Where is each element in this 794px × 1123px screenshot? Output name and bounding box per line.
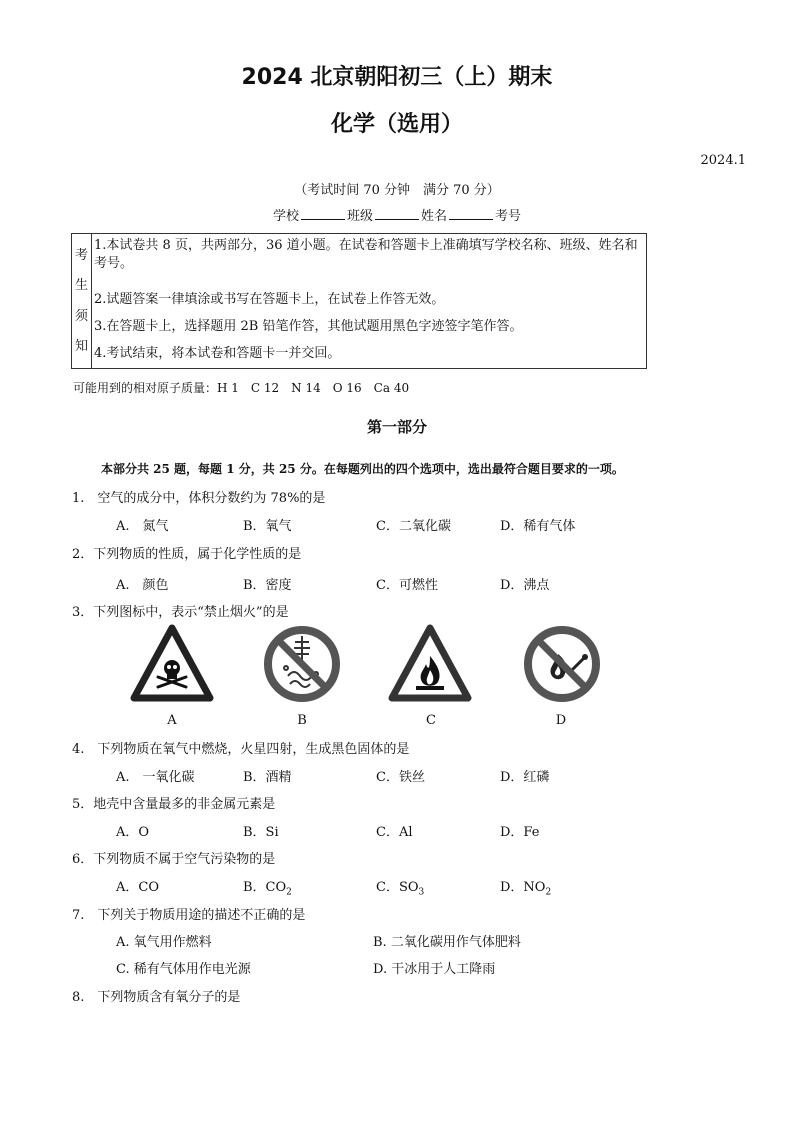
option-text: B．CO: [243, 880, 287, 895]
notice-item: 3.在答题卡上，选择题用 2B 铅笔作答，其他试题用黑色字迹签字笔作答。: [94, 319, 523, 334]
exam-subject: 化学（选用）: [330, 112, 463, 137]
option-c: C．可燃性: [376, 578, 438, 593]
icon-label-d: D: [555, 713, 567, 728]
field-id: 考号: [495, 209, 522, 224]
notice-label-char: 须: [74, 308, 88, 324]
no-fireworks-icon: [262, 624, 342, 704]
option-text: A．CO: [116, 880, 159, 895]
option-d: D. 干冰用于人工降雨: [373, 962, 496, 977]
notice-item: 2.试题答案一律填涂或书写在答题卡上，在试卷上作答无效。: [94, 292, 445, 307]
question-stem: 8. 下列物质含有氧分子的是: [72, 990, 241, 1005]
notice-label-char: 考: [74, 247, 88, 263]
question-stem: 3．下列图标中，表示“禁止烟火”的是: [72, 605, 289, 620]
flammable-warning-icon: [388, 624, 472, 704]
option-d: D．Fe: [500, 825, 540, 840]
option-c: C．铁丝: [376, 770, 425, 785]
icon-label-a: A: [167, 713, 177, 728]
option-c: [376, 876, 424, 898]
option-d: D．稀有气体: [500, 519, 576, 534]
notice-side-label: [72, 234, 92, 368]
option-a: A. 氮气: [116, 519, 169, 534]
question-stem: 5．地壳中含量最多的非金属元素是: [72, 797, 276, 812]
notice-item: 1.本试卷共 8 页，共两部分，36 道小题。在试卷和答题卡上准确填写学校名称、班级、姓名和考号。: [94, 238, 638, 271]
option-a: [116, 876, 159, 895]
field-school: 学校: [272, 209, 299, 224]
option-c: C. 稀有气体用作电光源: [116, 962, 251, 977]
atomic-masses: 可能用到的相对原子质量：H 1 C 12 N 14 O 16 Ca 40: [73, 381, 410, 395]
subscript: 3: [418, 887, 425, 898]
part-title: 第一部分: [366, 418, 427, 436]
option-a: A. 颜色: [116, 578, 169, 593]
option-b: B．密度: [243, 578, 292, 593]
option-d: [500, 876, 551, 898]
student-fields: [0, 205, 794, 224]
notice-item: 4.考试结束，将本试卷和答题卡一并交回。: [94, 346, 341, 361]
option-a: A. 一氧化碳: [116, 770, 195, 785]
subscript: 2: [545, 887, 552, 898]
option-c: C．Al: [376, 825, 413, 840]
option-c: C．二氧化碳: [376, 519, 451, 534]
icon-label-b: B: [297, 713, 307, 728]
option-a: A．O: [116, 825, 150, 840]
exam-title: 2024 北京朝阳初三（上）期末: [241, 65, 553, 90]
field-name: 姓名: [421, 209, 448, 224]
option-b: B．氧气: [243, 519, 292, 534]
question-stem: 7. 下列关于物质用途的描述不正确的是: [72, 908, 306, 923]
part-instructions: 本部分共 25 题，每题 1 分，共 25 分。在每题列出的四个选项中，选出最符合题目要求的一项。: [101, 462, 624, 476]
exam-date: 2024.1: [700, 153, 746, 168]
poison-warning-icon: [130, 624, 214, 704]
no-smoking-icon: [522, 624, 602, 704]
option-b: B．酒精: [243, 770, 292, 785]
notice-label-char: 生: [74, 278, 88, 294]
question-stem: 6．下列物质不属于空气污染物的是: [72, 852, 276, 867]
option-d: D．红磷: [500, 770, 550, 785]
icon-label-c: C: [426, 713, 436, 728]
option-b: B．Si: [243, 825, 279, 840]
question-stem: 2．下列物质的性质，属于化学性质的是: [72, 547, 302, 562]
exam-info: （考试时间 70 分钟 满分 70 分）: [294, 183, 500, 198]
field-class: 班级: [346, 209, 373, 224]
option-a: A. 氧气用作燃料: [116, 935, 212, 950]
option-text: D．NO: [500, 880, 546, 895]
field-blank: [375, 207, 419, 220]
option-b: [243, 876, 292, 898]
option-text: C．SO: [376, 880, 419, 895]
field-blank: [301, 207, 345, 220]
exam-notice-box: [71, 233, 647, 369]
question-stem: 1. 空气的成分中，体积分数约为 78%的是: [72, 491, 326, 506]
question-stem: 4. 下列物质在氧气中燃烧，火星四射，生成黑色固体的是: [72, 742, 410, 757]
subscript: 2: [286, 887, 292, 898]
option-d: D．沸点: [500, 578, 550, 593]
option-b: B. 二氧化碳用作气体肥料: [373, 935, 521, 950]
notice-label-char: 知: [74, 339, 88, 355]
field-blank: [449, 207, 493, 220]
